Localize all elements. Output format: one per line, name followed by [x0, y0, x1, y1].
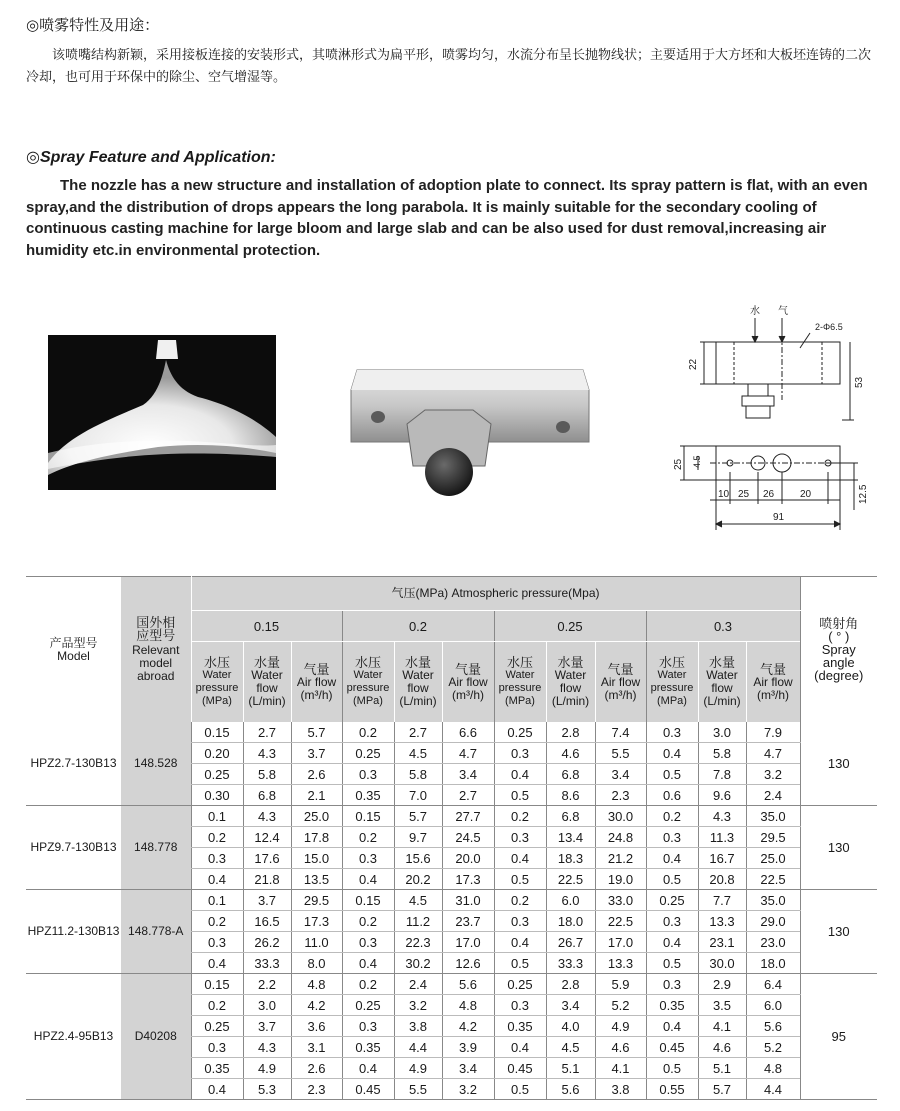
- abroad-model-cell: D40208: [121, 974, 191, 1100]
- data-cell: 35.0: [746, 890, 800, 911]
- data-cell: 0.15: [342, 806, 394, 827]
- header-air-pressure: 气压(MPa) Atmospheric pressure(Mpa): [191, 577, 800, 611]
- data-cell: 17.3: [291, 911, 342, 932]
- data-cell: 0.15: [191, 722, 243, 743]
- data-cell: 13.3: [698, 911, 746, 932]
- data-cell: 16.5: [243, 911, 291, 932]
- data-cell: 0.5: [646, 953, 698, 974]
- data-cell: 0.2: [342, 827, 394, 848]
- data-cell: 4.9: [595, 1016, 646, 1037]
- data-cell: 0.25: [494, 722, 546, 743]
- model-cell: HPZ2.4-95B13: [26, 974, 121, 1100]
- water-pressure-header: 水压 Water pressure (MPa): [191, 642, 243, 723]
- data-cell: 4.0: [546, 1016, 595, 1037]
- air-flow-header: 气量 Air flow (m³/h): [291, 642, 342, 723]
- data-cell: 23.7: [442, 911, 494, 932]
- data-cell: 0.2: [191, 995, 243, 1016]
- data-cell: 0.25: [342, 743, 394, 764]
- data-cell: 0.3: [191, 1037, 243, 1058]
- data-cell: 0.35: [191, 1058, 243, 1079]
- data-cell: 0.3: [342, 764, 394, 785]
- data-cell: 12.6: [442, 953, 494, 974]
- data-cell: 0.4: [494, 1037, 546, 1058]
- model-cell: HPZ9.7-130B13: [26, 806, 121, 890]
- data-cell: 4.2: [442, 1016, 494, 1037]
- data-cell: 5.5: [394, 1079, 442, 1100]
- data-cell: 30.0: [595, 806, 646, 827]
- data-cell: 0.1: [191, 890, 243, 911]
- data-cell: 0.25: [646, 890, 698, 911]
- data-cell: 0.4: [646, 743, 698, 764]
- data-cell: 4.9: [394, 1058, 442, 1079]
- data-cell: 18.0: [546, 911, 595, 932]
- data-cell: 6.6: [442, 722, 494, 743]
- header-spray-angle: 喷射角 ( ° ) Spray angle (degree): [800, 577, 877, 723]
- spray-angle-cell: 130: [800, 890, 877, 974]
- data-cell: 0.45: [646, 1037, 698, 1058]
- data-cell: 17.8: [291, 827, 342, 848]
- data-cell: 17.6: [243, 848, 291, 869]
- data-cell: 0.2: [342, 974, 394, 995]
- pressure-0-3: 0.3: [646, 611, 800, 642]
- data-cell: 0.5: [646, 1058, 698, 1079]
- data-cell: 23.0: [746, 932, 800, 953]
- data-cell: 0.3: [191, 848, 243, 869]
- data-cell: 4.1: [595, 1058, 646, 1079]
- data-cell: 0.3: [342, 1016, 394, 1037]
- dim-53: 53: [854, 376, 865, 388]
- data-cell: 8.0: [291, 953, 342, 974]
- data-cell: 7.4: [595, 722, 646, 743]
- pressure-0-25: 0.25: [494, 611, 646, 642]
- data-cell: 33.0: [595, 890, 646, 911]
- data-cell: 2.7: [442, 785, 494, 806]
- water-pressure-header: 水压 Water pressure (MPa): [342, 642, 394, 723]
- data-cell: 20.8: [698, 869, 746, 890]
- data-cell: 0.3: [494, 995, 546, 1016]
- data-cell: 4.1: [698, 1016, 746, 1037]
- en-heading: ◎Spray Feature and Application:: [26, 149, 276, 166]
- data-cell: 4.5: [394, 890, 442, 911]
- data-cell: 0.25: [191, 764, 243, 785]
- water-flow-header: 水量 Water flow (L/min): [243, 642, 291, 723]
- data-cell: 24.5: [442, 827, 494, 848]
- data-cell: 15.0: [291, 848, 342, 869]
- data-cell: 11.0: [291, 932, 342, 953]
- dim-25: 25: [673, 458, 684, 470]
- data-cell: 25.0: [746, 848, 800, 869]
- water-flow-header: 水量 Water flow (L/min): [546, 642, 595, 723]
- data-cell: 2.8: [546, 974, 595, 995]
- data-cell: 27.7: [442, 806, 494, 827]
- data-cell: 7.8: [698, 764, 746, 785]
- data-cell: 3.4: [442, 1058, 494, 1079]
- data-cell: 17.3: [442, 869, 494, 890]
- data-cell: 19.0: [595, 869, 646, 890]
- data-cell: 4.6: [698, 1037, 746, 1058]
- data-cell: 5.6: [546, 1079, 595, 1100]
- data-cell: 29.5: [746, 827, 800, 848]
- data-cell: 0.35: [646, 995, 698, 1016]
- data-cell: 18.0: [746, 953, 800, 974]
- abroad-model-cell: 148.778-A: [121, 890, 191, 974]
- data-cell: 0.2: [342, 722, 394, 743]
- data-cell: 5.2: [595, 995, 646, 1016]
- data-cell: 0.6: [646, 785, 698, 806]
- data-cell: 0.2: [494, 890, 546, 911]
- data-cell: 2.7: [394, 722, 442, 743]
- data-cell: 0.5: [646, 764, 698, 785]
- data-cell: 3.6: [291, 1016, 342, 1037]
- data-cell: 3.7: [291, 743, 342, 764]
- data-cell: 11.3: [698, 827, 746, 848]
- data-cell: 3.2: [746, 764, 800, 785]
- data-cell: 5.7: [291, 722, 342, 743]
- cn-heading: ◎喷雾特性及用途：: [26, 17, 160, 34]
- label-air: 气: [778, 306, 788, 317]
- data-cell: 0.3: [646, 911, 698, 932]
- data-cell: 4.4: [746, 1079, 800, 1100]
- data-cell: 4.8: [291, 974, 342, 995]
- data-cell: 6.8: [546, 764, 595, 785]
- air-flow-header: 气量 Air flow (m³/h): [595, 642, 646, 723]
- data-cell: 0.4: [191, 1079, 243, 1100]
- data-cell: 5.9: [595, 974, 646, 995]
- spray-angle-cell: 130: [800, 806, 877, 890]
- data-cell: 4.3: [243, 743, 291, 764]
- dim-22: 22: [688, 358, 699, 370]
- data-cell: 0.4: [342, 1058, 394, 1079]
- data-cell: 0.4: [494, 764, 546, 785]
- data-cell: 0.2: [191, 911, 243, 932]
- data-cell: 26.2: [243, 932, 291, 953]
- data-cell: 0.25: [191, 1016, 243, 1037]
- air-flow-header: 气量 Air flow (m³/h): [746, 642, 800, 723]
- table-row: [26, 722, 877, 743]
- data-cell: 6.0: [546, 890, 595, 911]
- data-cell: 3.5: [698, 995, 746, 1016]
- data-cell: 13.4: [546, 827, 595, 848]
- data-cell: 5.1: [546, 1058, 595, 1079]
- data-cell: 0.20: [191, 743, 243, 764]
- data-cell: 0.3: [342, 848, 394, 869]
- data-cell: 20.2: [394, 869, 442, 890]
- data-cell: 0.5: [494, 785, 546, 806]
- data-cell: 0.4: [342, 953, 394, 974]
- data-cell: 5.3: [243, 1079, 291, 1100]
- data-cell: 4.4: [394, 1037, 442, 1058]
- data-cell: 3.4: [546, 995, 595, 1016]
- data-cell: 13.5: [291, 869, 342, 890]
- data-cell: 6.4: [746, 974, 800, 995]
- data-cell: 0.15: [191, 974, 243, 995]
- dimension-drawing: [670, 300, 880, 538]
- data-cell: 2.2: [243, 974, 291, 995]
- data-cell: 30.2: [394, 953, 442, 974]
- data-cell: 0.3: [494, 827, 546, 848]
- data-cell: 0.4: [494, 848, 546, 869]
- data-cell: 4.7: [746, 743, 800, 764]
- data-cell: 8.6: [546, 785, 595, 806]
- data-cell: 6.0: [746, 995, 800, 1016]
- data-cell: 3.4: [595, 764, 646, 785]
- data-cell: 5.1: [698, 1058, 746, 1079]
- data-cell: 30.0: [698, 953, 746, 974]
- data-cell: 4.6: [595, 1037, 646, 1058]
- data-cell: 22.5: [595, 911, 646, 932]
- data-cell: 4.7: [442, 743, 494, 764]
- data-cell: 0.4: [646, 932, 698, 953]
- data-cell: 3.7: [243, 1016, 291, 1037]
- data-cell: 0.4: [494, 932, 546, 953]
- data-cell: 17.0: [595, 932, 646, 953]
- data-cell: 0.3: [191, 932, 243, 953]
- data-cell: 3.9: [442, 1037, 494, 1058]
- table-row: [26, 890, 877, 911]
- data-cell: 4.9: [243, 1058, 291, 1079]
- data-cell: 0.4: [342, 869, 394, 890]
- data-cell: 20.0: [442, 848, 494, 869]
- water-flow-header: 水量 Water flow (L/min): [394, 642, 442, 723]
- model-cell: HPZ2.7-130B13: [26, 722, 121, 806]
- data-cell: 5.6: [442, 974, 494, 995]
- data-cell: 0.25: [494, 974, 546, 995]
- data-cell: 0.2: [191, 827, 243, 848]
- data-cell: 5.8: [698, 743, 746, 764]
- data-cell: 0.3: [342, 932, 394, 953]
- data-cell: 4.2: [291, 995, 342, 1016]
- dim-10: 10: [718, 489, 730, 500]
- table-row: [26, 806, 877, 827]
- dim-26: 26: [763, 489, 775, 500]
- water-pressure-header: 水压 Water pressure (MPa): [494, 642, 546, 723]
- data-cell: 4.6: [546, 743, 595, 764]
- data-cell: 3.2: [394, 995, 442, 1016]
- data-cell: 2.8: [546, 722, 595, 743]
- data-cell: 25.0: [291, 806, 342, 827]
- spec-table: [26, 576, 877, 1100]
- data-cell: 12.4: [243, 827, 291, 848]
- data-cell: 0.2: [646, 806, 698, 827]
- data-cell: 31.0: [442, 890, 494, 911]
- data-cell: 0.2: [342, 911, 394, 932]
- dim-91: 91: [773, 512, 785, 523]
- header-abroad: 国外相应型号 Relevant model abroad: [121, 577, 191, 723]
- abroad-model-cell: 148.778: [121, 806, 191, 890]
- data-cell: 5.6: [746, 1016, 800, 1037]
- en-paragraph: The nozzle has a new structure and installation of adoption plate to connect. Its spray pattern is flat, with an even spray,and the distribution of drops appears the long parabola. It is mainly suitable for the secondary cooling of continuous casting machine for large bloom and large slab and can be also used for dust removal,increasing air humidity etc.in environmental protection.: [26, 177, 868, 259]
- data-cell: 2.6: [291, 764, 342, 785]
- data-cell: 5.8: [394, 764, 442, 785]
- data-cell: 9.7: [394, 827, 442, 848]
- pressure-0-2: 0.2: [342, 611, 494, 642]
- data-cell: 5.7: [394, 806, 442, 827]
- data-cell: 0.5: [494, 953, 546, 974]
- label-water: 水: [750, 306, 760, 317]
- data-cell: 2.4: [746, 785, 800, 806]
- data-cell: 22.5: [746, 869, 800, 890]
- pressure-0-15: 0.15: [191, 611, 342, 642]
- data-cell: 0.5: [494, 1079, 546, 1100]
- data-cell: 5.8: [243, 764, 291, 785]
- data-cell: 0.4: [191, 953, 243, 974]
- spray-pattern-photo: [48, 335, 276, 490]
- data-cell: 0.55: [646, 1079, 698, 1100]
- data-cell: 16.7: [698, 848, 746, 869]
- spray-angle-cell: 130: [800, 722, 877, 806]
- data-cell: 7.9: [746, 722, 800, 743]
- data-cell: 0.30: [191, 785, 243, 806]
- dim-25b: 25: [738, 489, 750, 500]
- data-cell: 0.3: [646, 974, 698, 995]
- data-cell: 3.4: [442, 764, 494, 785]
- data-cell: 29.0: [746, 911, 800, 932]
- data-cell: 17.0: [442, 932, 494, 953]
- data-cell: 22.3: [394, 932, 442, 953]
- data-cell: 4.3: [243, 806, 291, 827]
- data-cell: 2.1: [291, 785, 342, 806]
- data-cell: 4.5: [394, 743, 442, 764]
- data-cell: 0.25: [342, 995, 394, 1016]
- data-cell: 3.1: [291, 1037, 342, 1058]
- data-cell: 0.5: [494, 869, 546, 890]
- data-cell: 0.4: [646, 1016, 698, 1037]
- data-cell: 0.4: [191, 869, 243, 890]
- data-cell: 0.3: [646, 827, 698, 848]
- data-cell: 2.9: [698, 974, 746, 995]
- data-cell: 2.7: [243, 722, 291, 743]
- air-flow-header: 气量 Air flow (m³/h): [442, 642, 494, 723]
- data-cell: 6.8: [243, 785, 291, 806]
- data-cell: 4.8: [746, 1058, 800, 1079]
- data-cell: 0.45: [494, 1058, 546, 1079]
- spray-angle-cell: 95: [800, 974, 877, 1100]
- data-cell: 0.3: [494, 911, 546, 932]
- dim-12-5: 12.5: [858, 484, 869, 504]
- data-cell: 7.0: [394, 785, 442, 806]
- header-model: 产品型号 Model: [49, 635, 98, 663]
- data-cell: 4.3: [698, 806, 746, 827]
- dim-4-5: 4.5: [692, 455, 702, 468]
- data-cell: 2.3: [595, 785, 646, 806]
- data-cell: 7.7: [698, 890, 746, 911]
- data-cell: 3.8: [394, 1016, 442, 1037]
- data-cell: 4.5: [546, 1037, 595, 1058]
- cn-paragraph: 该喷嘴结构新颖，采用接板连接的安装形式，其喷淋形式为扁平形，喷雾均匀，水流分布呈长抛物线状；主要适用于大方坯和大板坯连铸的二次冷却，也可用于环保中的除尘、空气增湿等。: [26, 47, 872, 84]
- data-cell: 0.2: [494, 806, 546, 827]
- data-cell: 0.3: [646, 722, 698, 743]
- data-cell: 3.0: [698, 722, 746, 743]
- data-cell: 21.8: [243, 869, 291, 890]
- label-holes: 2-Φ6.5: [815, 322, 843, 332]
- data-cell: 3.7: [243, 890, 291, 911]
- data-cell: 2.3: [291, 1079, 342, 1100]
- data-cell: 15.6: [394, 848, 442, 869]
- data-cell: 2.4: [394, 974, 442, 995]
- data-cell: 3.2: [442, 1079, 494, 1100]
- data-cell: 22.5: [546, 869, 595, 890]
- data-cell: 0.35: [342, 785, 394, 806]
- water-pressure-header: 水压 Water pressure (MPa): [646, 642, 698, 723]
- data-cell: 0.45: [342, 1079, 394, 1100]
- data-cell: 24.8: [595, 827, 646, 848]
- data-cell: 29.5: [291, 890, 342, 911]
- data-cell: 3.8: [595, 1079, 646, 1100]
- data-cell: 0.1: [191, 806, 243, 827]
- data-cell: 0.35: [494, 1016, 546, 1037]
- dim-20: 20: [800, 489, 812, 500]
- data-cell: 9.6: [698, 785, 746, 806]
- data-cell: 13.3: [595, 953, 646, 974]
- data-cell: 3.0: [243, 995, 291, 1016]
- model-cell: HPZ11.2-130B13: [26, 890, 121, 974]
- data-cell: 5.5: [595, 743, 646, 764]
- data-cell: 6.8: [546, 806, 595, 827]
- data-cell: 0.4: [646, 848, 698, 869]
- data-cell: 5.2: [746, 1037, 800, 1058]
- data-cell: 0.15: [342, 890, 394, 911]
- data-cell: 0.35: [342, 1037, 394, 1058]
- data-cell: 0.3: [494, 743, 546, 764]
- data-cell: 4.8: [442, 995, 494, 1016]
- nozzle-photo: [345, 362, 595, 502]
- data-cell: 4.3: [243, 1037, 291, 1058]
- table-row: [26, 974, 877, 995]
- data-cell: 5.7: [698, 1079, 746, 1100]
- data-cell: 33.3: [243, 953, 291, 974]
- data-cell: 18.3: [546, 848, 595, 869]
- data-cell: 21.2: [595, 848, 646, 869]
- data-cell: 11.2: [394, 911, 442, 932]
- data-cell: 26.7: [546, 932, 595, 953]
- data-cell: 23.1: [698, 932, 746, 953]
- data-cell: 2.6: [291, 1058, 342, 1079]
- water-flow-header: 水量 Water flow (L/min): [698, 642, 746, 723]
- data-cell: 35.0: [746, 806, 800, 827]
- abroad-model-cell: 148.528: [121, 722, 191, 806]
- data-cell: 33.3: [546, 953, 595, 974]
- data-cell: 0.5: [646, 869, 698, 890]
